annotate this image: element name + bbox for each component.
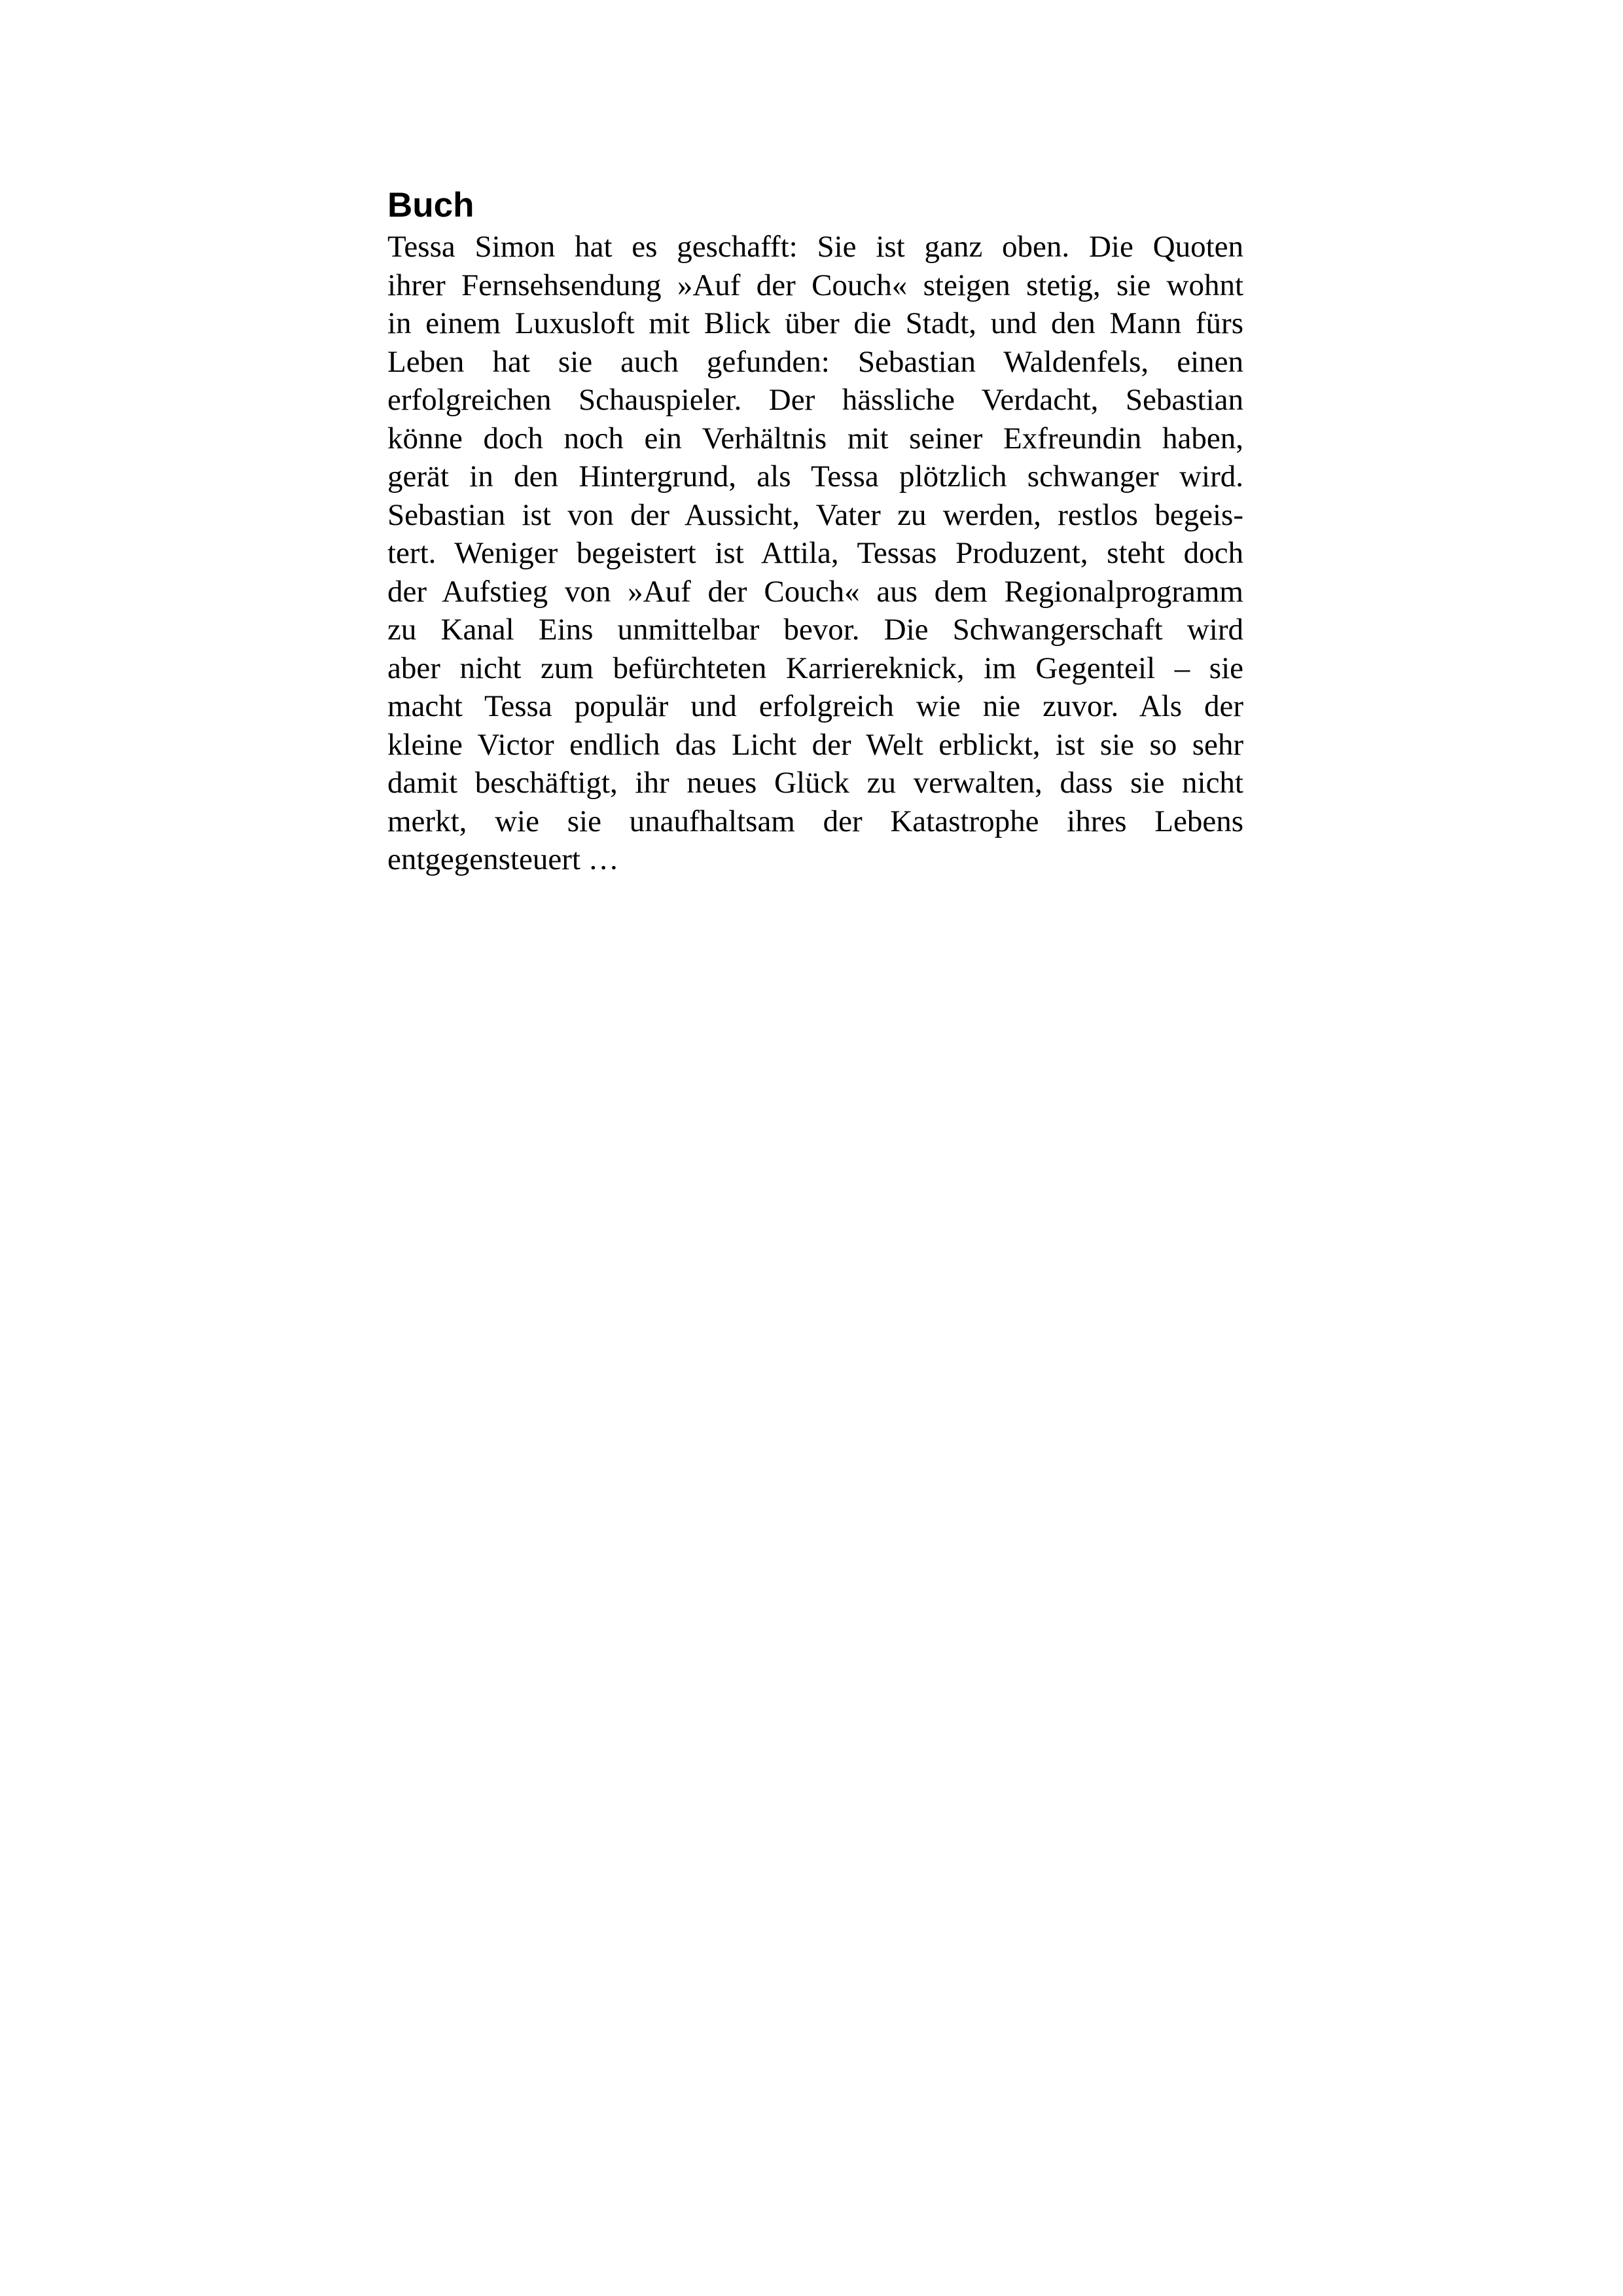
paragraph-line: könne doch noch ein Verhältnis mit seiner Exfreundin haben, bbox=[387, 421, 1243, 456]
paragraph-line: macht Tessa populär und erfolgreich wie nie zuvor. Als der bbox=[387, 689, 1243, 723]
paragraph-line: der Aufstieg von »Auf der Couch« aus dem Regionalprogramm bbox=[387, 574, 1243, 609]
paragraph-line: zu Kanal Eins unmittelbar bevor. Die Schwangerschaft wird bbox=[387, 613, 1243, 647]
blurb-paragraph bbox=[387, 228, 1243, 879]
paragraph-line: aber nicht zum befürchteten Karriereknick, im Gegenteil – sie bbox=[387, 651, 1243, 685]
paragraph-line: ihrer Fernsehsendung »Auf der Couch« steigen stetig, sie wohnt bbox=[387, 268, 1243, 302]
paragraph-line: kleine Victor endlich das Licht der Welt erblickt, ist sie so sehr bbox=[387, 727, 1243, 762]
paragraph-line: Sebastian ist von der Aussicht, Vater zu werden, restlos begeis- bbox=[387, 497, 1243, 532]
paragraph-line: entgegensteuert … bbox=[387, 842, 619, 876]
blurb-section bbox=[387, 185, 1243, 879]
paragraph-line: erfolgreichen Schauspieler. Der hässliche Verdacht, Sebastian bbox=[387, 383, 1243, 417]
paragraph-line: damit beschäftigt, ihr neues Glück zu verwalten, dass sie nicht bbox=[387, 766, 1243, 800]
paragraph-line: tert. Weniger begeistert ist Attila, Tessas Produzent, steht doch bbox=[387, 536, 1243, 570]
paragraph-line: Leben hat sie auch gefunden: Sebastian Waldenfels, einen bbox=[387, 344, 1243, 379]
section-heading: Buch bbox=[387, 186, 474, 224]
paragraph-line: gerät in den Hintergrund, als Tessa plötzlich schwanger wird. bbox=[387, 459, 1243, 493]
paragraph-line: in einem Luxusloft mit Blick über die Stadt, und den Mann fürs bbox=[387, 306, 1243, 340]
paragraph-line: Tessa Simon hat es geschafft: Sie ist ganz oben. Die Quoten bbox=[387, 230, 1243, 264]
paragraph-line: merkt, wie sie unaufhaltsam der Katastrophe ihres Lebens bbox=[387, 804, 1243, 838]
